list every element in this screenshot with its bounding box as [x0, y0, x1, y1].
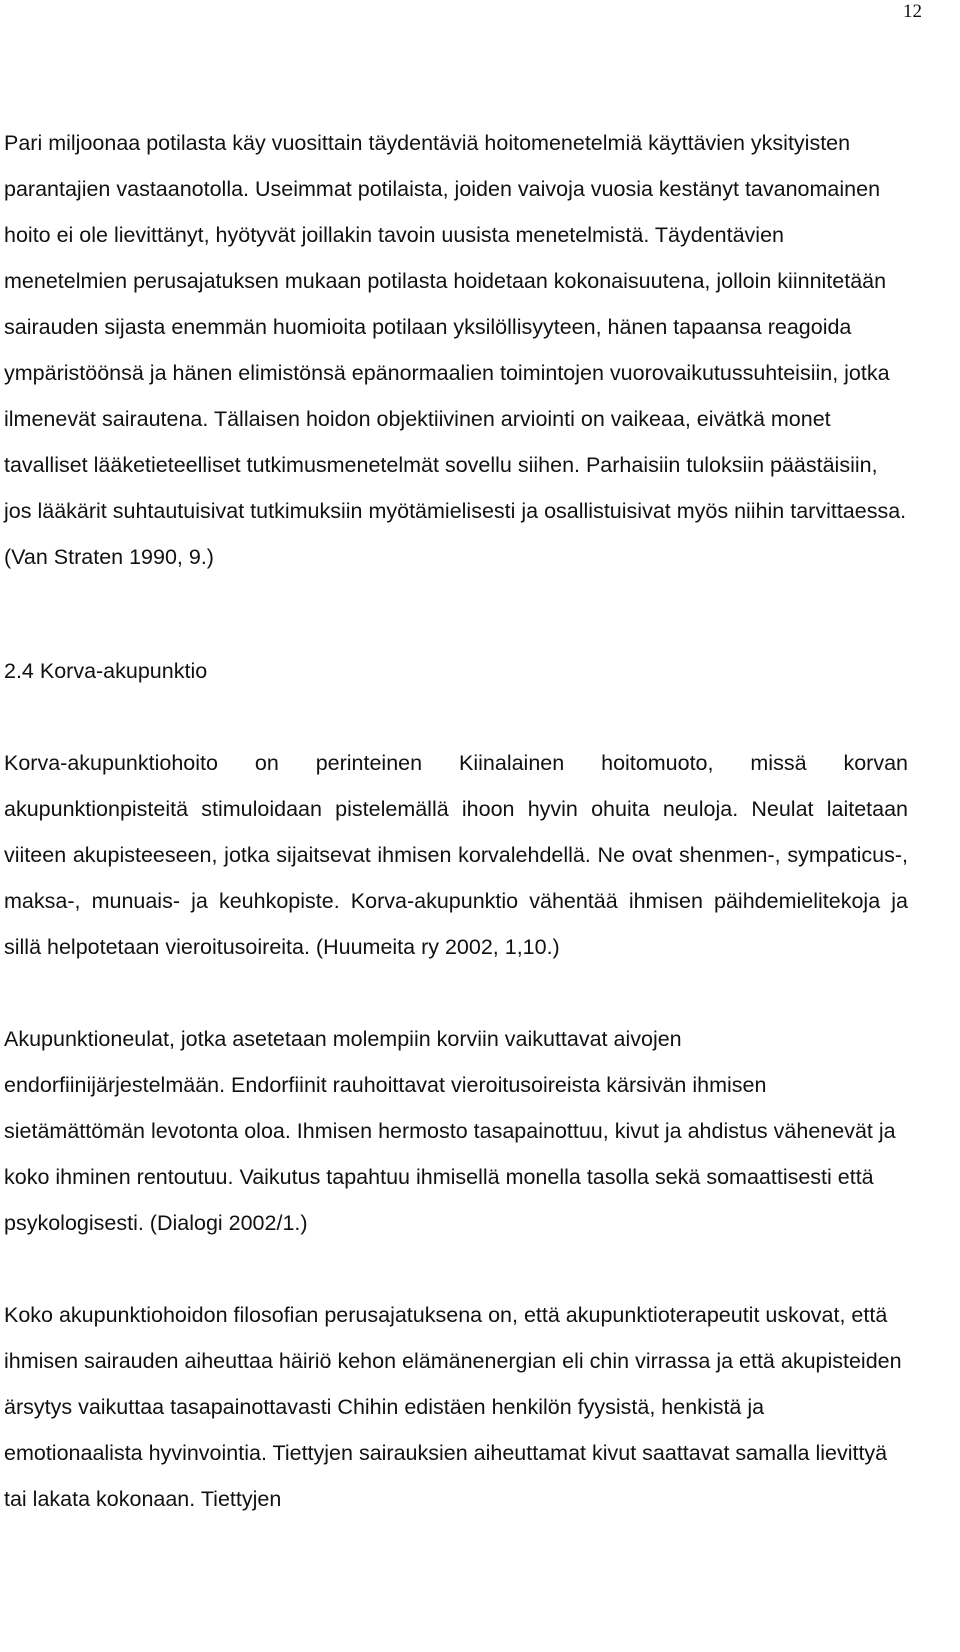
paragraph-alternative-treatments: Pari miljoonaa potilasta käy vuosittain täydentäviä hoitomenetelmiä käyttävien yksityisten parantajien vastaanotolla. Useimmat potilaista, joiden vaivoja vuosia kestänyt tavanomainen hoito ei ole lievittänyt, hyötyvät joillakin tavoin uusista menetelmistä. Täydentävien menetelmien perusajatuksen mukaan potilasta hoidetaan kokonaisuutena, jolloin kiinnitetään sairauden sijasta enemmän huomioita potilaan yksilöllisyyteen, hänen tapaansa reagoida ympäristöönsä ja hänen elimistönsä epänormaalien toimintojen vuorovaikutussuhteisiin, jotka ilmenevät sairautena. Tällaisen hoidon objektiivinen arviointi on vaikeaa, eivätkä monet tavalliset lääketieteelliset tutkimusmenetelmät sovellu siihen. Parhaisiin tuloksiin päästäisiin, jos lääkärit suhtautuisivat tutkimuksiin myötämielisesti ja osallistuisivat myös niihin tarvittaessa. (Van Straten 1990, 9.) [4, 131, 907, 569]
paragraph-acupuncture-philosophy: Koko akupunktiohoidon filosofian perusajatuksena on, että akupunktioterapeutit uskovat, että ihmisen sairauden aiheuttaa häiriö kehon elämänenergian eli chin virrassa ja että akupisteiden ärsytys vaikuttaa tasapainottavasti Chihin edistäen henkilön fyysistä, henkistä ja emotionaalista hyvinvointia. Tiettyjen sairauksien aiheuttamat kivut saattavat samalla lievittyä tai lakata kokonaan. Tiettyjen [4, 1303, 902, 1511]
document-body [4, 120, 908, 1522]
paragraph-ear-acupuncture: Korva-akupunktiohoito on perinteinen Kiinalainen hoitomuoto, missä korvan akupunktionpisteitä stimuloidaan pistelemällä ihoon hyvin ohuita neuloja. Neulat laitetaan viiteen akupisteeseen, jotka sijaitsevat ihmisen korvalehdellä. Ne ovat shenmen-, sympaticus-, maksa-, munuais- ja keuhkopiste. Korva-akupunktio vähentää ihmisen päihdemielitekoja ja sillä helpotetaan vieroitusoireita. (Huumeita ry 2002, 1,10.) [4, 751, 908, 959]
spacer [4, 694, 908, 740]
paragraph-acupuncture-needles: Akupunktioneulat, jotka asetetaan molempiin korviin vaikuttavat aivojen endorfiinijärjestelmään. Endorfiinit rauhoittavat vieroitusoireista kärsivän ihmisen sietämättömän levotonta oloa. Ihmisen hermosto tasapainottuu, kivut ja ahdistus vähenevät ja koko ihminen rentoutuu. Vaikutus tapahtuu ihmisellä monella tasolla sekä somaattisesti että psykologisesti. (Dialogi 2002/1.) [4, 1027, 896, 1235]
page-number: 12 [903, 1, 922, 22]
section-heading: 2.4 Korva-akupunktio [4, 659, 208, 683]
spacer [4, 1246, 908, 1292]
spacer [4, 970, 908, 1016]
spacer [4, 580, 908, 648]
